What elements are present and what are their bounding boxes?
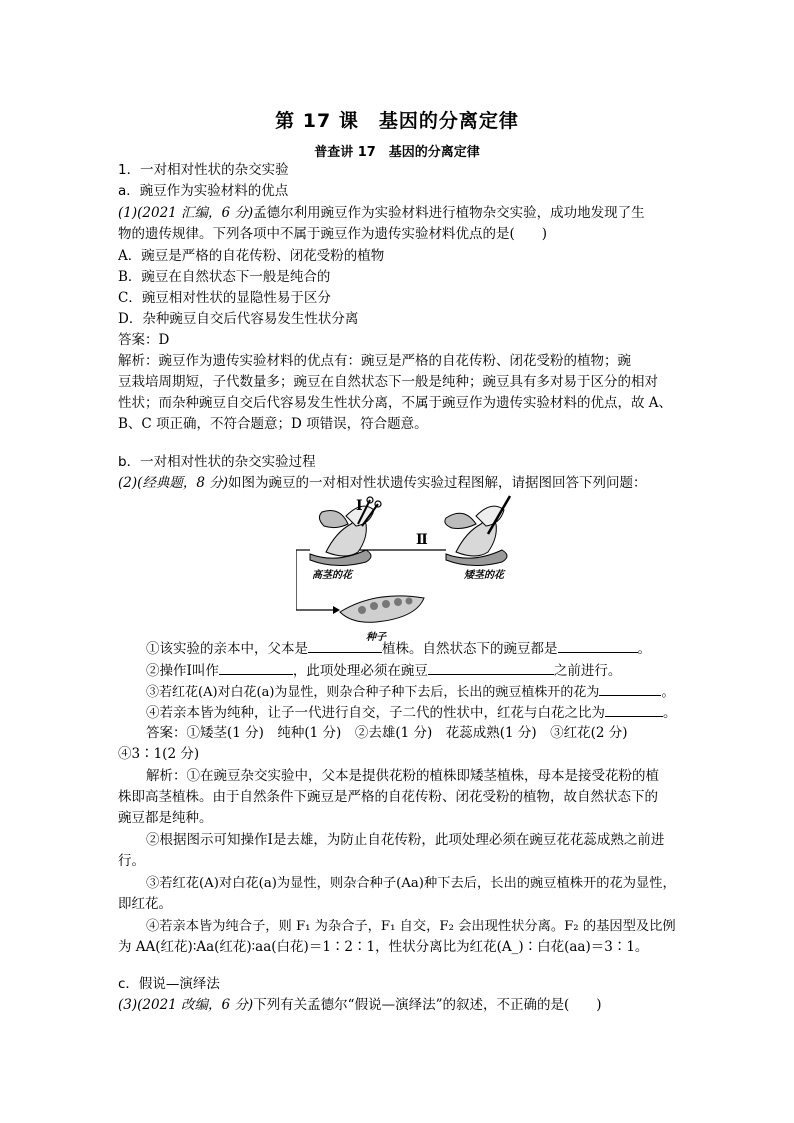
q2-answer-2: ④3∶1(2 分) [118, 746, 200, 762]
q2-explanation-1b: 株即高茎植株。由于自然条件下豌豆是严格的自花传粉、闭花受粉的植物，故自然状态下的 [118, 789, 658, 805]
answer-blank-2[interactable] [558, 638, 638, 653]
q1-option-c: C．豌豆相对性状的显隐性易于区分 [118, 290, 331, 306]
pea-pod-illustration [340, 596, 424, 622]
q2-stem-text: 如图为豌豆的一对相对性状遗传实验过程图解，请据图回答下列问题： [228, 475, 647, 491]
pea-cross-figure [296, 494, 556, 644]
operation-2-label: Ⅱ [416, 532, 428, 548]
page-subtitle: 普查讲 17 基因的分离定律 [314, 145, 480, 160]
q1-stem-line2: 物的遗传规律。下列各项中不属于豌豆作为遗传实验材料优点的是( ) [118, 226, 548, 242]
q1-explanation-4: B、C 项正确，不符合题意；D 项错误，符合题意。 [118, 416, 428, 432]
q1-option-a: A．豌豆是严格的自花传粉、闭花受粉的植物 [118, 248, 385, 264]
section-1c-heading: c．假说—演绎法 [118, 976, 220, 992]
q1-source: (1)(2021 汇编，6 分) [118, 205, 254, 221]
section-1-heading: 1．一对相对性状的杂交实验 [118, 162, 289, 178]
section-1b-heading: b．一对相对性状的杂交实验过程 [118, 454, 316, 470]
q3-stem-text: 下列有关孟德尔“假说—演绎法”的叙述，不正确的是( ) [253, 997, 602, 1013]
short-flower-label: 矮茎的花 [464, 570, 504, 581]
answer-blank-1[interactable] [308, 638, 382, 653]
short-pea-flower-illustration [445, 496, 510, 566]
answer-blank-5[interactable] [599, 681, 661, 696]
q2-explanation-3a: ③若红花(A)对白花(a)为显性，则杂合种子(Aa)种下去后，长出的豌豆植株开的花为显性， [146, 876, 676, 891]
q2-sub-2: ②操作Ⅰ叫作 ，此项处理必须在豌豆 之前进行。 [146, 660, 680, 682]
tall-pea-flower-illustration [310, 497, 381, 566]
answer-blank-4[interactable] [428, 660, 554, 675]
answer-blank-3[interactable] [219, 660, 293, 675]
q2-explanation-4b: 为 AA(红花)∶Aa(红花)∶aa(白花)＝1∶2∶1，性状分离比为红花(A_)∶白花(aa)＝3∶1。 [118, 939, 649, 955]
q1-option-d: D．杂种豌豆自交后代容易发生性状分离 [118, 311, 359, 327]
section-1a-heading: a．豌豆作为实验材料的优点 [118, 183, 289, 199]
q1-explanation-3: 性状；而杂种豌豆自交后代容易发生性状分离，不属于豌豆作为遗传实验材料的优点，故 A、 [118, 395, 673, 411]
q2-explanation-4a: ④若亲本皆为纯合子，则 F₁ 为杂合子，F₁ 自交，F₂ 会出现性状分离。F₂ 的基因型及比例 [146, 919, 676, 934]
q2-explanation-3b: 即红花。 [118, 896, 172, 912]
q2-answer-1: 答案：①矮茎(1 分) 纯种(1 分) ②去雄(1 分) 花蕊成熟(1 分) ③红花(2 分) [146, 725, 628, 741]
q1-explanation-2: 豆栽培周期短，子代数量多；豌豆在自然状态下一般是纯种；豌豆具有多对易于区分的相对 [118, 374, 658, 390]
q1-stem-text: 孟德尔利用豌豆作为实验材料进行植物杂交实验，成功地发现了生 [253, 205, 645, 221]
q2-sub-1: ①该实验的亲本中，父本是 植株。自然状态下的豌豆都是 。 [146, 638, 680, 660]
q2-explanation-2a: ②根据图示可知操作Ⅰ是去雄，为防止自花传粉，此项处理必须在豌豆花花蕊成熟之前进 [146, 832, 665, 848]
operation-1-label: Ⅰ [356, 498, 363, 514]
q2-explanation-1c: 豌豆都是纯种。 [118, 810, 213, 826]
q1-explanation-1: 解析：豌豆作为遗传实验材料的优点有：豌豆是严格的自花传粉、闭花受粉的植物；豌 [118, 353, 631, 369]
seed-arrow-head [333, 606, 340, 614]
answer-blank-6[interactable] [605, 702, 663, 717]
q1-stem-line1 [118, 203, 680, 224]
q2-explanation-1a: 解析：①在豌豆杂交实验中，父本是提供花粉的植株即矮茎植株，母本是接受花粉的植 [146, 768, 659, 784]
q1-option-b: B．豌豆在自然状态下一般是纯合的 [118, 269, 331, 285]
q2-explanation-2b: 行。 [118, 853, 145, 869]
q3-source: (3)(2021 改编，6 分) [118, 997, 254, 1013]
seed-label: 种子 [366, 632, 386, 643]
q2-sub-3: ③若红花(A)对白花(a)为显性，则杂合种子种下去后，长出的豌豆植株开的花为 。 [146, 681, 680, 703]
tall-flower-label: 高茎的花 [312, 570, 352, 581]
q2-stem [118, 473, 680, 494]
q2-sub-4: ④若亲本皆为纯种，让子一代进行自交，子二代的性状中，红花与白花之比为 。 [146, 702, 680, 724]
page-title: 第 17 课 基因的分离定律 [275, 110, 519, 132]
q3-stem [118, 995, 680, 1016]
q1-answer: 答案：D [118, 332, 170, 348]
q2-source: (2)(经典题，8 分) [118, 475, 229, 491]
